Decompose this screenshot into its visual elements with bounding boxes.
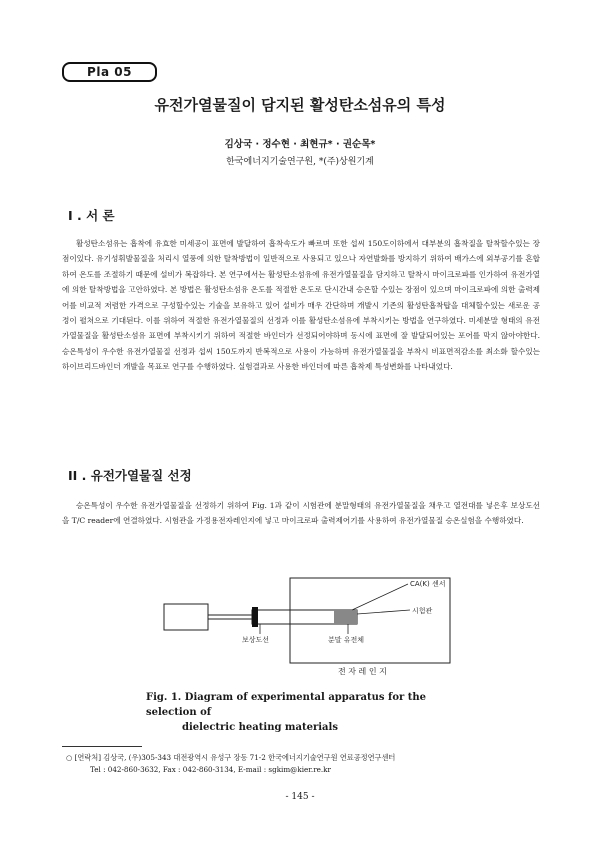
introduction-paragraph: 활성탄소섬유는 흡착에 유효한 미세공이 표면에 발달하여 흡착속도가 빠르며 또한 섭씨 150도이하에서 대부분의 흡착질을 탈착할수있는 장점이있다. 유기성휘발물질을 처리시 열풍에 의한 탈착방법이 일반적으로 사용되고 있으나 자연발화를 방지하기 위하여 배가스에 외부공기를 혼합하여 온도를 조절하기 때문에 설비가 복잡하다. 본 연구에서는 활성탄소섬유에 유전가열물질을 담지하고 탈착시 마이크로파를 인가하여 유전가열에 의한 탈착방법을 고안하였다. 본 방법은 활성탄소섬유 온도를 적절한 온도로 단시간내 승온할 수있는 장점이 있으며 마이크로파에 의한 출력제어를 비교적 저렴한 가격으로 구성할수있는 기술을 보유하고 있어 설비가 매우 간단하며 개발시 기존의 활성탄흡착탑을 대체할수있는 새로운 공정이 펼쳐으로 기대된다. 이를 위하여 적절한 유전가열물질의 선정과 이를 활성탄소섬유에 부착시키는 방법을 연구하였다. 미세분말 형태의 유전가열물질을 활성탄소섬유 표면에 부착시키기 위하여 적절한 바인더가 선정되어야하며 동시에 표면에 잘 발달되어있는 포어를 막지 않아야한다. 승온특성이 우수한 유전가열물질 선정과 섭씨 150도까지 반복적으로 사용이 가능하며 유전가열물질을 부착시 비표면적감소를 최소화 할수있는 하이브리드바인더 개발을 목표로 연구를 수행하였다. 실험결과로 사용한 바인더에 따른 흡착제 특성변화를 나타내었다. [62, 239, 540, 372]
affiliation: 한국에너지기술연구원, *(주)상원기계 [226, 157, 374, 167]
paper-title: 유전가열물질이 담지된 활성탄소섬유의 특성 [154, 96, 446, 114]
figure-caption [146, 690, 466, 735]
section-heading-materials: II . 유전가열물질 선정 [68, 468, 192, 483]
apparatus-diagram [160, 566, 460, 678]
tc-reader-box [164, 604, 208, 630]
tube-leader [357, 610, 410, 614]
materials-paragraph: 승온특성이 우수한 유전가열물질을 선정하기 위하여 Fig. 1과 같이 시험관에 분말형태의 유전가열물질을 채우고 열전대를 넣은후 보상도선을 T/C reader에 연결하였다. 시험관을 가정용전자레인지에 넣고 마이크로파 출력제어기를 사용하여 유전가열물질 승온실험을 수행하였다. [62, 501, 540, 526]
footnote-divider [62, 746, 142, 747]
caption-line-2: dielectric heating materials [182, 722, 338, 733]
page-number: - 145 - [285, 792, 315, 802]
section-body-materials [62, 498, 540, 529]
sample-fill [334, 610, 357, 624]
label-test-tube: 시험관 [412, 607, 433, 615]
label-oven: 전 자 레 인 지 [338, 667, 387, 676]
authors: 김상국 · 정수현 · 최현규* · 권순목* [224, 139, 376, 150]
label-sample: 분말 유전체 [328, 636, 365, 644]
caption-line-1: Fig. 1. Diagram of experimental apparatus for the selection of [146, 692, 426, 718]
footnote-phone: Tel : 042-860-3632, Fax : 042-860-3134, E-mail : sgkim@kier.re.kr [90, 765, 331, 774]
sensor-leader [352, 584, 408, 610]
section-heading-introduction: I . 서 론 [68, 208, 115, 223]
label-compensating-wire: 보상도선 [242, 636, 270, 644]
footnote [66, 752, 546, 776]
label-sensor: CA(K) 센서 [410, 580, 446, 588]
footnote-contact: ○ [연락처] 김상국, (우)305-343 대전광역시 유성구 장동 71-2 한국에너지기술연구원 연료공정연구센터 [66, 753, 396, 762]
session-code-box [62, 62, 157, 82]
tube-seal [252, 607, 258, 627]
section-body-introduction [62, 236, 540, 375]
session-code: Pla 05 [87, 65, 132, 79]
microwave-oven-outline [290, 578, 450, 663]
